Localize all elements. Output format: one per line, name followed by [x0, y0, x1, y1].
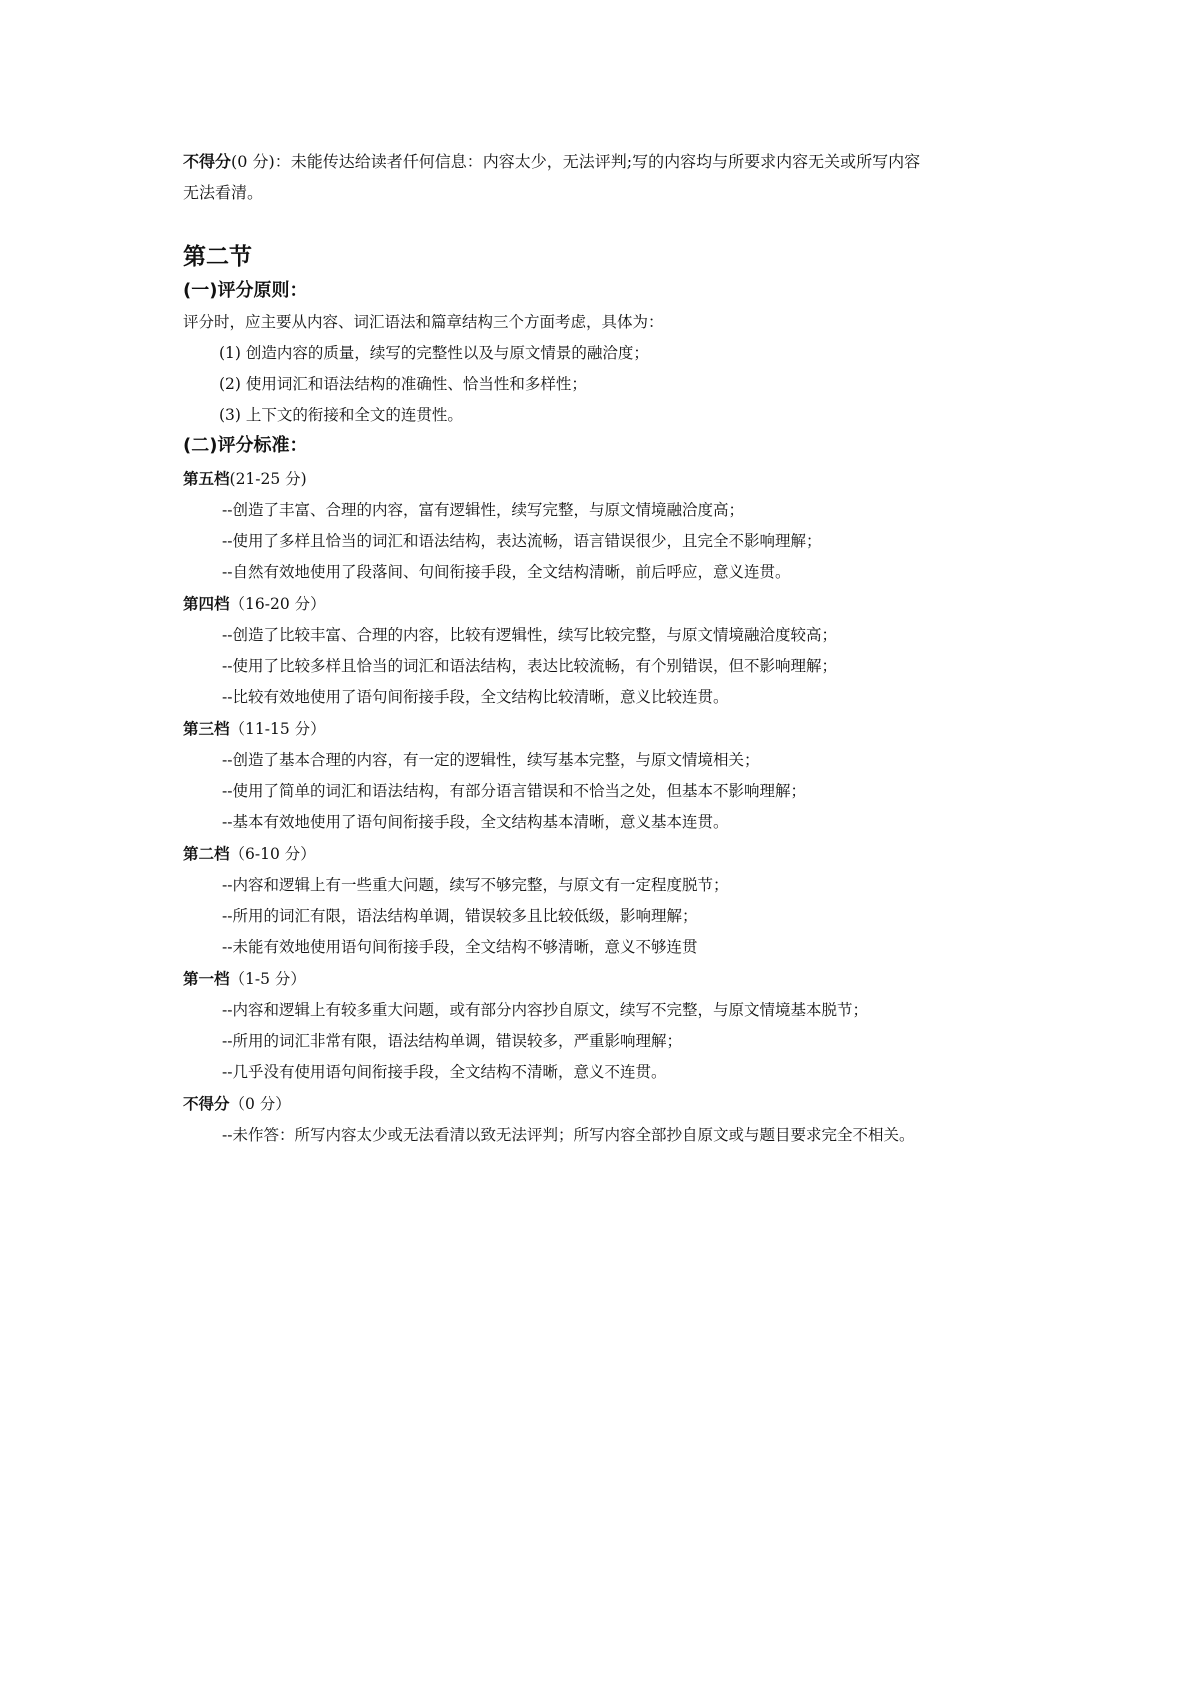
level-heading [183, 718, 326, 740]
level-heading [183, 968, 306, 990]
intro-paragraph [183, 146, 1043, 208]
level-score: （1-5 分） [229, 970, 306, 988]
intro-text: (0 分)：未能传达给读者仟何信息：内容太少，无法评判;写的内容均与所要求内容无关或所写内容 [231, 152, 921, 171]
principle-item: (2) 使用词汇和语法结构的准确性、恰当性和多样性； [219, 375, 587, 393]
section-title: 第二节 [183, 244, 252, 270]
level-name: 不得分 [183, 1095, 230, 1113]
level-criterion: --所用的词汇非常有限，语法结构单调，错误较多，严重影响理解； [222, 1032, 682, 1050]
level-score: （0 分） [229, 1095, 291, 1113]
level-name: 第五档 [183, 470, 230, 488]
level-name: 第三档 [183, 720, 230, 738]
intro-label: 不得分 [183, 152, 232, 171]
level-criterion: --使用了比较多样且恰当的词汇和语法结构，表达比较流畅，有个别错误，但不影响理解； [222, 657, 837, 675]
principles-heading: (一)评分原则： [183, 280, 308, 301]
level-criterion: --内容和逻辑上有一些重大问题，续写不够完整，与原文有一定程度脱节； [222, 876, 729, 894]
level-score: （6-10 分） [229, 845, 316, 863]
level-criterion: --未作答：所写内容太少或无法看清以致无法评判；所写内容全部抄自原文或与题目要求完全不相关。 [222, 1126, 915, 1144]
level-name: 第一档 [183, 970, 230, 988]
level-name: 第四档 [183, 595, 230, 613]
level-criterion: --创造了丰富、合理的内容，富有逻辑性，续写完整，与原文情境融洽度高； [222, 501, 744, 519]
level-criterion: --几乎没有使用语句间衔接手段，全文结构不清晰，意义不连贯。 [222, 1063, 667, 1081]
level-heading [183, 1093, 291, 1115]
level-heading [183, 843, 316, 865]
intro-line-2: 无法看清。 [183, 183, 264, 202]
level-heading [183, 468, 307, 490]
level-criterion: --创造了基本合理的内容，有一定的逻辑性，续写基本完整，与原文情境相关； [222, 751, 760, 769]
level-criterion: --使用了多样且恰当的词汇和语法结构，表达流畅，语言错误很少，且完全不影响理解； [222, 532, 822, 550]
level-score: （16-20 分） [229, 595, 326, 613]
standards-heading: (二)评分标准： [183, 435, 308, 456]
intro-line-1 [183, 146, 1043, 177]
level-criterion: --基本有效地使用了语句间衔接手段，全文结构基本清晰，意义基本连贯。 [222, 813, 729, 831]
level-name: 第二档 [183, 845, 230, 863]
level-criterion: --比较有效地使用了语句间衔接手段，全文结构比较清晰，意义比较连贯。 [222, 688, 729, 706]
principles-intro: 评分时，应主要从内容、词汇语法和篇章结构三个方面考虑，具体为： [183, 313, 664, 331]
level-criterion: --内容和逻辑上有较多重大问题，或有部分内容抄自原文，续写不完整，与原文情境基本脱节； [222, 1001, 868, 1019]
level-criterion: --创造了比较丰富、合理的内容，比较有逻辑性，续写比较完整，与原文情境融洽度较高； [222, 626, 837, 644]
principle-item: (3) 上下文的衔接和全文的连贯性。 [219, 406, 463, 424]
level-score: (21-25 分) [229, 470, 307, 488]
level-criterion: --未能有效地使用语句间衔接手段，全文结构不够清晰，意义不够连贯 [222, 938, 698, 956]
level-criterion: --自然有效地使用了段落间、句间衔接手段，全文结构清晰，前后呼应，意义连贯。 [222, 563, 791, 581]
level-score: （11-15 分） [229, 720, 326, 738]
level-criterion: --所用的词汇有限，语法结构单调，错误较多且比较低级，影响理解； [222, 907, 698, 925]
level-heading [183, 593, 326, 615]
principle-item: (1) 创造内容的质量，续写的完整性以及与原文情景的融洽度； [219, 344, 649, 362]
level-criterion: --使用了简单的词汇和语法结构，有部分语言错误和不恰当之处，但基本不影响理解； [222, 782, 806, 800]
